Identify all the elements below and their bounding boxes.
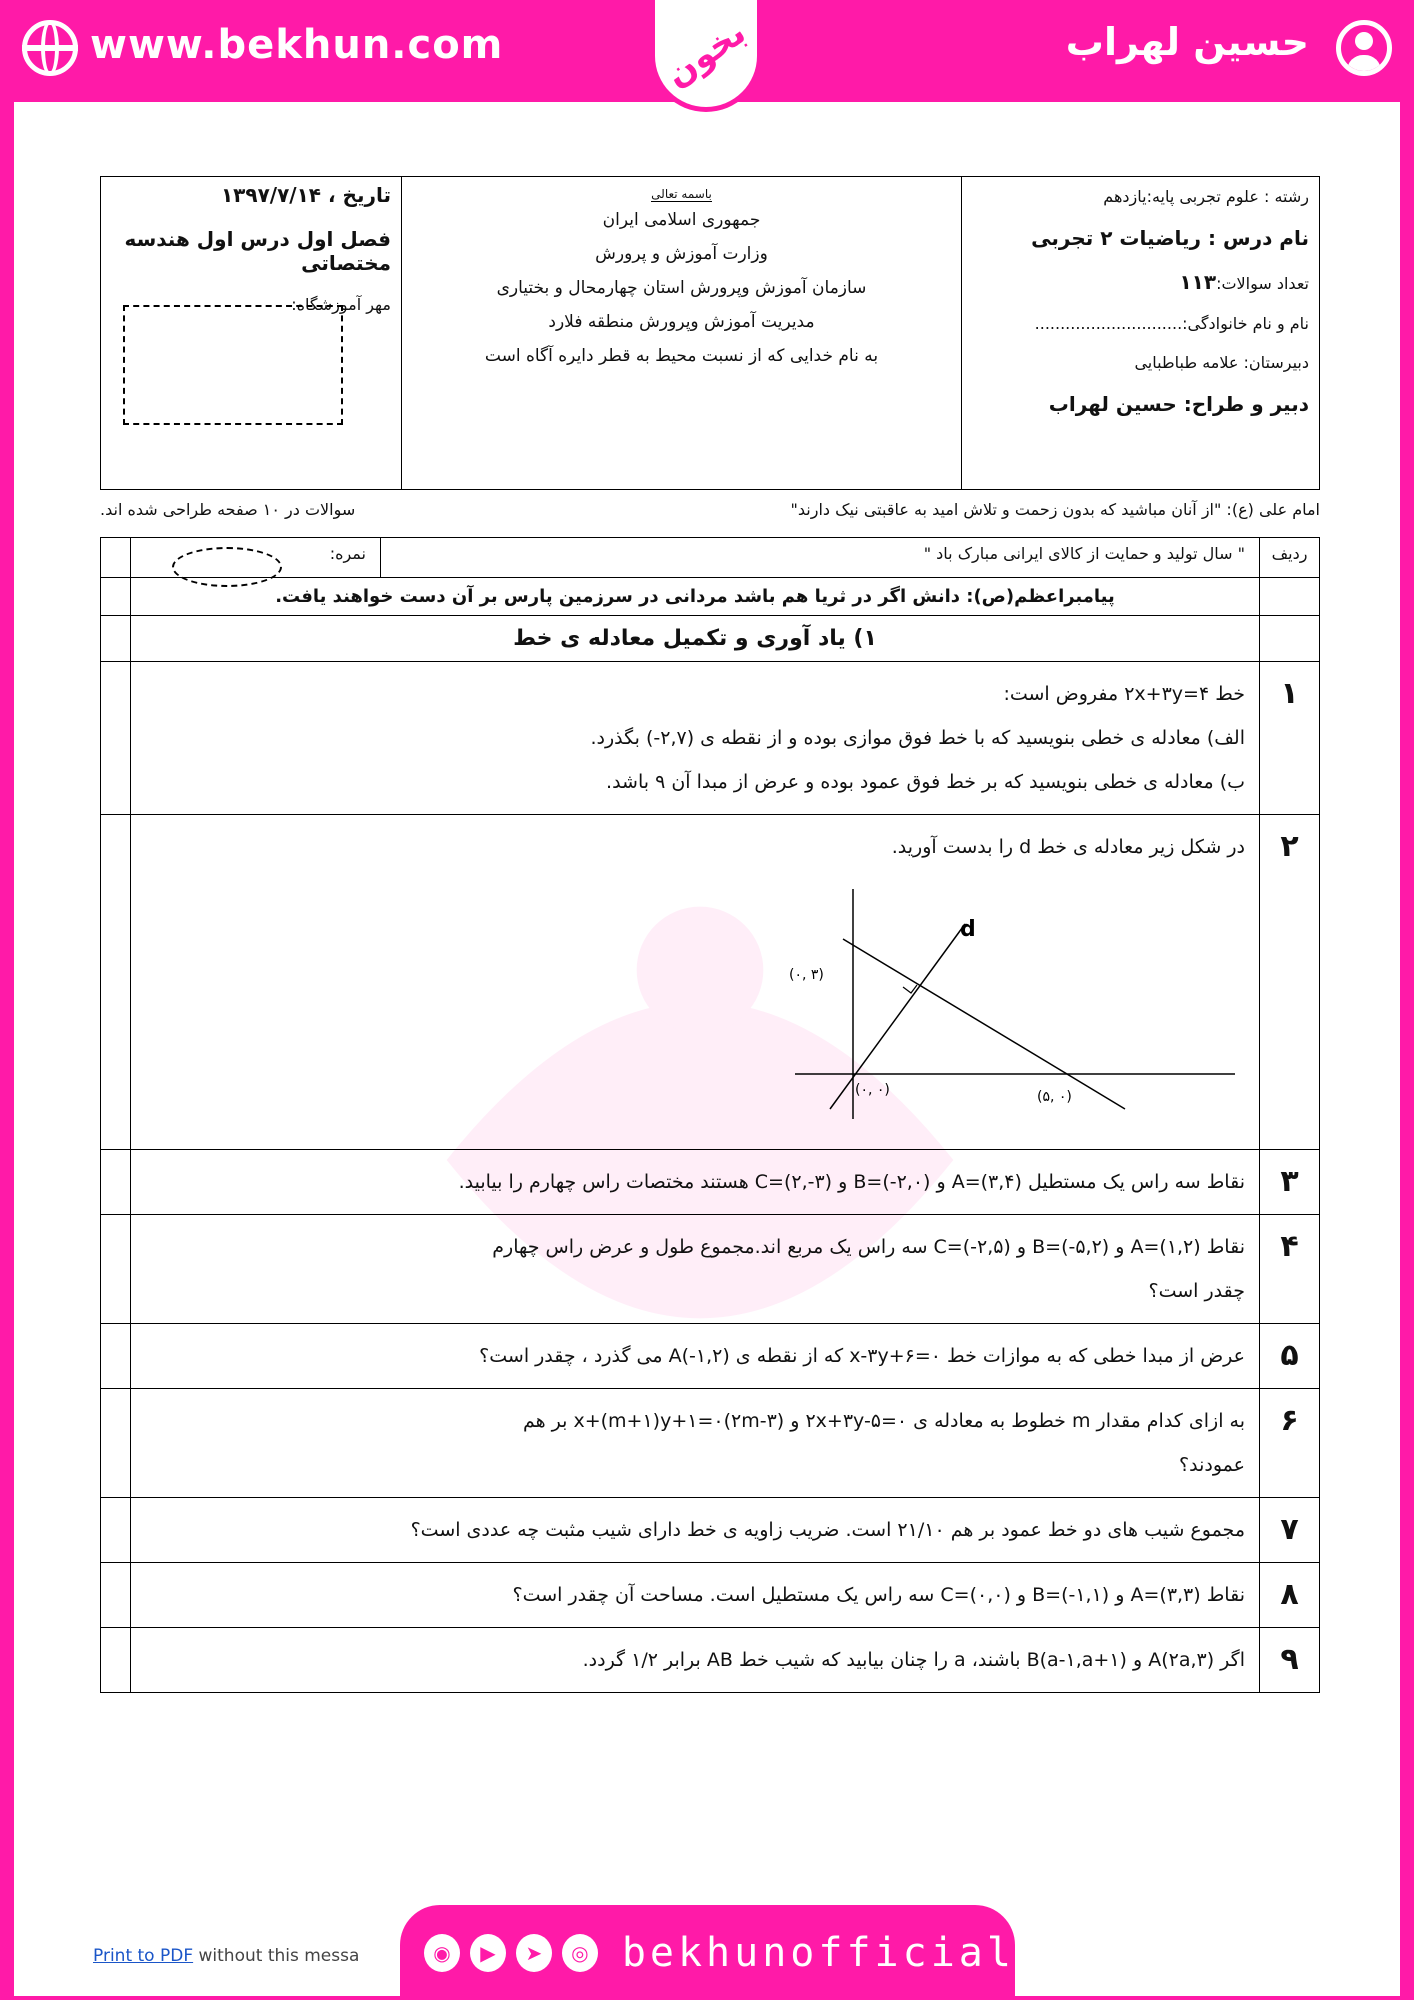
instagram-icon[interactable]: ◎ xyxy=(562,1934,598,1972)
question-text xyxy=(131,1389,1260,1498)
question-row xyxy=(101,1389,1320,1498)
pdf-notice xyxy=(93,1946,359,1966)
question-row xyxy=(101,1150,1320,1215)
question-number: ۸ xyxy=(1260,1563,1320,1628)
empty-num-cell xyxy=(1260,616,1320,662)
pages-note: سوالات در ۱۰ صفحه طراحی شده اند. xyxy=(100,500,356,519)
question-text xyxy=(131,1498,1260,1563)
table-margin-cell xyxy=(101,616,131,662)
question-row xyxy=(101,1498,1320,1563)
pdf-notice-text: without this messa xyxy=(198,1946,360,1966)
line-d xyxy=(830,924,965,1109)
question-count-label: تعداد سوالات: xyxy=(1216,274,1309,293)
bismillah: باسمه تعالی xyxy=(651,187,712,201)
question-line: عمودند؟ xyxy=(1179,1454,1245,1476)
questions-table xyxy=(100,537,1320,1693)
logo-text: بخون xyxy=(658,11,754,96)
question-line: عرض از مبدا خطی که به موازات خط x-۳y+۶=۰ که از نقطه ی A(-۱,۲) می گذرد ، چقدر است؟ xyxy=(479,1345,1245,1367)
chapter-title: فصل اول درس اول هندسه مختصاتی xyxy=(124,227,391,275)
table-margin-cell xyxy=(101,815,131,1150)
section-title: ۱) یاد آوری و تکمیل معادله ی خط xyxy=(131,616,1260,662)
question-number: ۶ xyxy=(1260,1389,1320,1498)
school-stamp-label: مهر آموزشگاه: xyxy=(291,295,391,314)
question-row xyxy=(101,662,1320,815)
question-number: ۳ xyxy=(1260,1150,1320,1215)
field-grade: رشته : علوم تجربی پایه:یازدهم xyxy=(1103,187,1309,206)
table-margin-cell xyxy=(101,1215,131,1324)
table-margin-cell xyxy=(101,1563,131,1628)
exam-header xyxy=(100,176,1320,490)
question-row xyxy=(101,1628,1320,1693)
question-number: ۷ xyxy=(1260,1498,1320,1563)
aparat-icon[interactable]: ◉ xyxy=(424,1934,460,1972)
question-count: ۱۱۳ xyxy=(1179,270,1217,294)
user-icon xyxy=(1336,20,1392,76)
point-label-x: (۵, ۰) xyxy=(1037,1089,1072,1105)
empty-num-cell xyxy=(1260,578,1320,616)
exam-info-right xyxy=(961,177,1319,489)
social-bar xyxy=(400,1905,1015,2000)
question-row xyxy=(101,1324,1320,1389)
question-line: اگر A(۲a,۳) و B(a-۱,a+۱) باشند، a را چنان بیابید که شیب خط AB برابر ۱/۲ گردد. xyxy=(582,1649,1245,1671)
question-line: چقدر است؟ xyxy=(1148,1280,1245,1302)
school-name: دبیرستان: علامه طباطبایی xyxy=(1134,353,1309,372)
score-label: نمره: xyxy=(131,538,381,578)
score-ellipse xyxy=(172,547,282,587)
question-line: نقاط سه راس یک مستطیل A=(۳,۴) و B=(-۲,۰) و C=(۲,-۳) هستند مختصات راس چهارم را بیابید. xyxy=(458,1171,1245,1193)
question-line: خط ۲x+۳y=۴ مفروض است: xyxy=(1003,683,1245,705)
line-d-label: d xyxy=(960,917,976,942)
question-number: ۹ xyxy=(1260,1628,1320,1693)
quote-row xyxy=(100,500,1320,519)
print-to-pdf-link[interactable]: Print to PDF xyxy=(93,1946,194,1966)
table-margin-cell xyxy=(101,538,131,578)
question-text xyxy=(131,815,1260,1150)
table-row xyxy=(101,616,1320,662)
question-number: ۱ xyxy=(1260,662,1320,815)
question-number: ۴ xyxy=(1260,1215,1320,1324)
question-text xyxy=(131,1563,1260,1628)
question-line: نقاط A=(۳,۳) و B=(-۱,۱) و C=(۰,۰) سه راس یک مستطیل است. مساحت آن چقدر است؟ xyxy=(512,1584,1245,1606)
social-handle[interactable]: bekhunofficial xyxy=(621,1929,1015,1976)
question-number: ۵ xyxy=(1260,1324,1320,1389)
exam-info-left xyxy=(101,177,401,489)
radif-header: ردیف xyxy=(1260,538,1320,578)
province-org-line: سازمان آموزش وپرورش استان چهارمحال و بختیاری xyxy=(496,278,867,298)
ministry-line: وزارت آموزش و پرورش xyxy=(595,244,768,264)
question-line: الف) معادله ی خطی بنویسید که با خط فوق موازی بوده و از نقطه ی (۲,۷-) بگذرد. xyxy=(590,727,1245,749)
question-line: در شکل زیر معادله ی خط d را بدست آورید. xyxy=(891,836,1245,858)
table-margin-cell xyxy=(101,578,131,616)
table-header-row xyxy=(101,538,1320,578)
question-text xyxy=(131,1628,1260,1693)
table-margin-cell xyxy=(101,1628,131,1693)
globe-icon xyxy=(22,20,78,76)
table-row xyxy=(101,578,1320,616)
designer-name: دبیر و طراح: حسین لهراب xyxy=(1048,392,1309,416)
bottom-border xyxy=(0,1996,1414,2000)
bekhun-logo xyxy=(650,0,762,112)
table-margin-cell xyxy=(101,662,131,815)
student-name-field: نام و نام خانوادگی:............................. xyxy=(1034,314,1309,333)
point-label-y: (۰, ۳) xyxy=(789,967,824,983)
question-number: ۲ xyxy=(1260,815,1320,1150)
question-text xyxy=(131,662,1260,815)
table-margin-cell xyxy=(101,1389,131,1498)
imam-ali-quote: امام علی (ع): "از آنان مباشید که بدون زحمت و تلاش امید به عاقبتی نیک دارند" xyxy=(790,500,1320,519)
line-graph xyxy=(775,879,1245,1129)
question-line: نقاط A=(۱,۲) و B=(-۵,۲) و C=(-۲,۵) سه راس یک مربع اند.مجموع طول و عرض راس چهارم xyxy=(492,1236,1245,1258)
prophet-quote: پیامبراعظم(ص): دانش اگر در ثریا هم باشد مردانی در سرزمین پارس بر آن دست خواهند یافت. xyxy=(131,578,1260,616)
question-line: مجموع شیب های دو خط عمود بر هم ۲۱/۱۰ است. ضریب زاویه ی خط دارای شیب مثبت چه عددی است؟ xyxy=(410,1519,1245,1541)
question-row xyxy=(101,1563,1320,1628)
author-name: حسین لهراب xyxy=(1065,20,1309,64)
question-row xyxy=(101,1215,1320,1324)
table-margin-cell xyxy=(101,1498,131,1563)
school-stamp-box xyxy=(123,305,343,425)
website-url[interactable]: www.bekhun.com xyxy=(90,22,504,68)
question-line: به ازای کدام مقدار m خطوط به معادله ی ۲x+۳y-۵=۰ و (۲m-۳)x+(m+۱)y+۱=۰ بر هم xyxy=(522,1410,1245,1432)
year-slogan: " سال تولید و حمایت از کالای ایرانی مبارک باد " xyxy=(381,538,1260,578)
question-text xyxy=(131,1150,1260,1215)
point-label-origin: (۰, ۰) xyxy=(855,1082,890,1098)
youtube-icon[interactable]: ▶ xyxy=(470,1934,506,1972)
table-margin-cell xyxy=(101,1150,131,1215)
question-text xyxy=(131,1215,1260,1324)
table-margin-cell xyxy=(101,1324,131,1389)
question-line: ب) معادله ی خطی بنویسید که بر خط فوق عمود بوده و عرض از مبدا آن ۹ باشد. xyxy=(606,771,1245,793)
republic-line: جمهوری اسلامی ایران xyxy=(602,210,761,230)
exam-date: تاریخ ، ۱۳۹۷/۷/۱۴ xyxy=(220,183,391,207)
telegram-icon[interactable]: ➤ xyxy=(516,1934,552,1972)
district-line: مدیریت آموزش وپرورش منطقه فلارد xyxy=(548,312,815,332)
question-row xyxy=(101,815,1320,1150)
question-text xyxy=(131,1324,1260,1389)
course-name: نام درس : ریاضیات ۲ تجربی xyxy=(1031,226,1309,250)
dedication-line: به نام خدایی که از نسبت محیط به قطر دایره آگاه است xyxy=(484,346,879,366)
exam-info-center xyxy=(401,177,961,489)
